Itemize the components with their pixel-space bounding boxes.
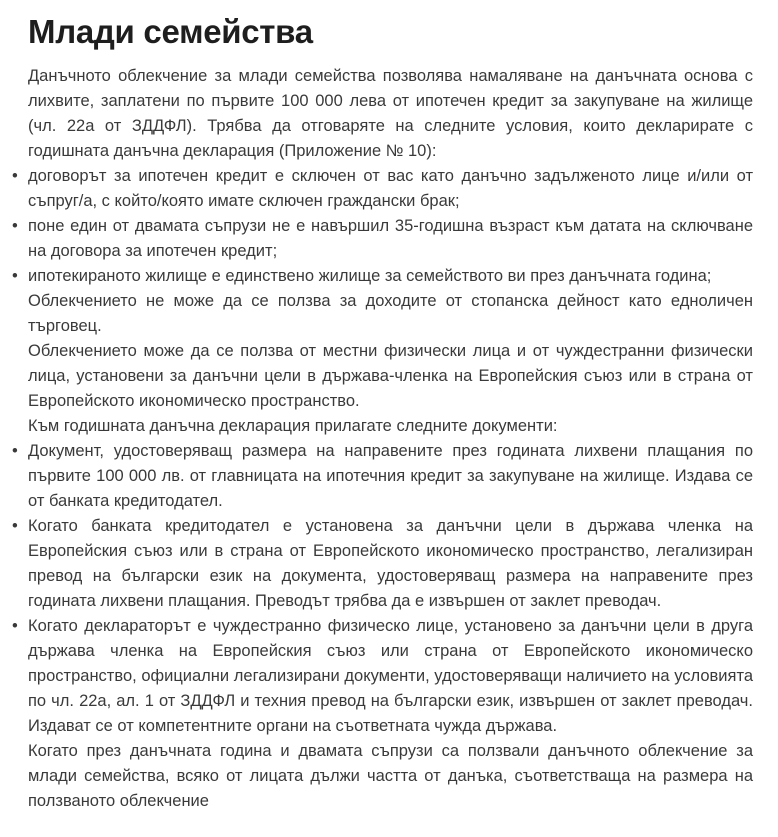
condition-item: • договорът за ипотечен кредит е сключен от вас като данъчно задълженото лице и/или от съпруг/а, с който/която имате сключен граждански брак; bbox=[28, 164, 753, 214]
note-eligible-persons: Облекчението може да се ползва от местни физически лица и от чуждестранни физически лица, установени за данъчни цели в държава-членка на Европейския съюз или в страна от Европейското икономическо пространство. bbox=[28, 341, 753, 410]
documents-intro: Към годишната данъчна декларация прилагате следните документи: bbox=[28, 416, 558, 435]
condition-item: • ипотекираното жилище е единствено жилище за семейството ви през данъчната година; bbox=[28, 264, 753, 289]
conditions-list bbox=[28, 164, 753, 289]
closing-paragraph: Когато през данъчната година и двамата съпрузи са ползвали данъчното облекчение за млади семейства, всяко от лицата дължи частта от данъка, съответстваща на размера на ползваното облекчение bbox=[28, 741, 753, 810]
document-item: • Когато деклараторът е чуждестранно физическо лице, установено за данъчни цели в друга държава членка на Европейския съюз или страна от Европейското икономическо пространство, официални легализирани документи, удостоверяващи наличието на условията по чл. 22а, ал. 1 от ЗДДФЛ и техния превод на български език, извършен от заклет преводач. Издават се от компетентните органи на съответната чужда държава. bbox=[28, 614, 753, 739]
condition-item: • поне един от двамата съпрузи не е навършил 35-годишна възраст към датата на сключване на договора за ипотечен кредит; bbox=[28, 214, 753, 264]
page-title: Млади семейства bbox=[28, 13, 313, 50]
documents-list bbox=[28, 439, 753, 739]
document-item: • Документ, удостоверяващ размера на направените през годината лихвени плащания по първите 100 000 лв. от главницата на ипотечния кредит за закупуване на жилище. Издава се от банката кредитодател. bbox=[28, 439, 753, 514]
note-sole-trader: Облекчението не може да се ползва за доходите от стопанска дейност като едноличен търговец. bbox=[28, 291, 753, 335]
intro-paragraph: Данъчното облекчение за млади семейства позволява намаляване на данъчната основа с лихвите, заплатени по първите 100 000 лева от ипотечен кредит за закупуване на жилище (чл. 22а от ЗДДФЛ). Трябва да отговаряте на следните условия, които декларирате с годишната данъчна декларация (Приложение № 10): bbox=[28, 66, 753, 160]
document-item: • Когато банката кредитодател е установена за данъчни цели в държава членка на Европейския съюз или в страна от Европейското икономическо пространство, легализиран превод на български език на документа, удостоверяващ размера на направените през годината лихвени плащания. Преводът трябва да е извършен от заклет преводач. bbox=[28, 514, 753, 614]
